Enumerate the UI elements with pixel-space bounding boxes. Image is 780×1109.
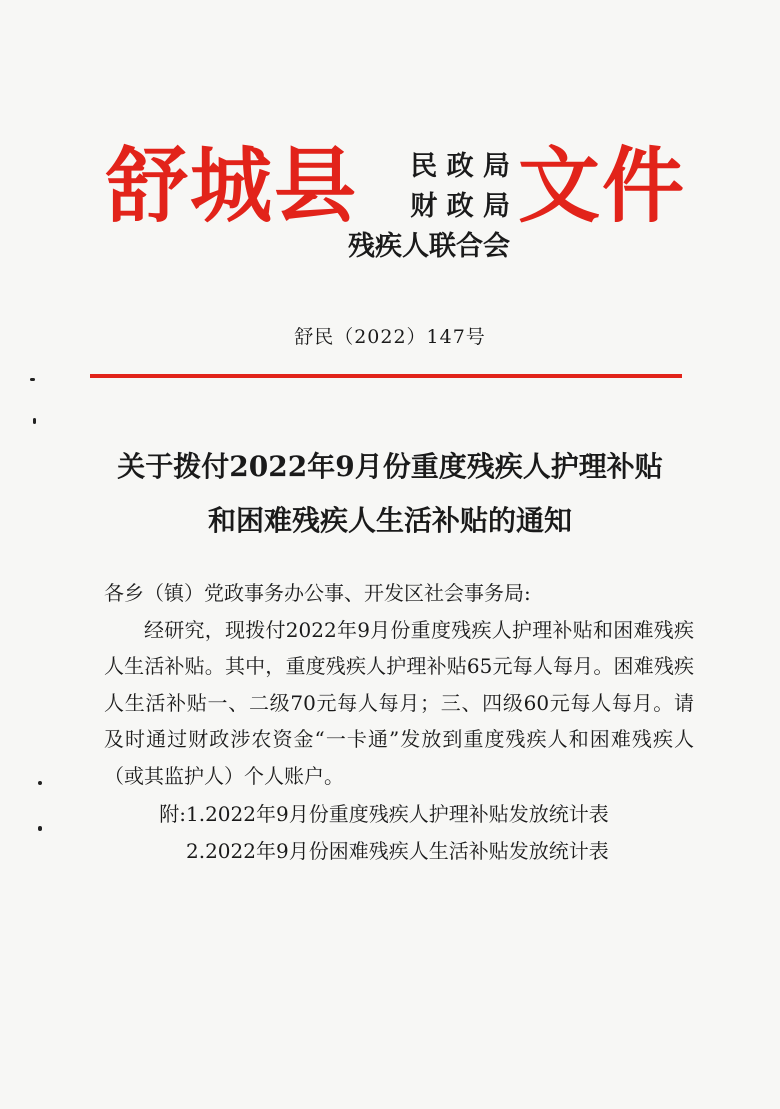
title-line-1: 关于拨付2022年9月份重度残疾人护理补贴 — [117, 450, 663, 483]
scan-speck — [38, 826, 42, 831]
attachment-text: 2.2022年9月份困难残疾人生活补贴发放统计表 — [186, 838, 609, 863]
salutation: 各乡（镇）党政事务办公事、开发区社会事务局: — [104, 581, 531, 605]
notice-title — [80, 440, 700, 548]
scan-speck — [33, 418, 36, 424]
agency-civil-affairs: 民 政 局 — [410, 151, 510, 182]
issuing-agencies — [330, 147, 510, 267]
document-number: 舒民（2022）147号 — [294, 326, 486, 348]
document-word: 文件 — [518, 138, 687, 234]
agency-finance: 财 政 局 — [410, 191, 510, 222]
attachment-item — [104, 833, 694, 870]
title-line-2: 和困难残疾人生活补贴的通知 — [207, 504, 572, 537]
agency-disabled-federation: 残疾人联合会 — [348, 231, 510, 262]
issuer-name: 舒城县 — [106, 138, 359, 234]
scan-speck — [38, 781, 42, 785]
attachments-label: 附: — [159, 802, 186, 826]
main-paragraph: 经研究，现拨付2022年9月份重度残疾人护理补贴和困难残疾人生活补贴。其中，重度残疾人护理补贴65元每人每月。困难残疾人生活补贴一、二级70元每人每月；三、四级60元每人每月。请及时通过财政涉农资金“一卡通”发放到重度残疾人和困难残疾人（或其监护人）个人账户。 — [104, 617, 694, 788]
notice-body — [104, 575, 694, 869]
scan-speck — [30, 378, 35, 381]
attachment-text: 1.2022年9月份重度残疾人护理补贴发放统计表 — [186, 802, 609, 826]
document-header — [0, 135, 780, 285]
red-separator-rule — [90, 374, 682, 378]
attachment-item — [104, 796, 694, 833]
attachments-list — [104, 796, 694, 869]
